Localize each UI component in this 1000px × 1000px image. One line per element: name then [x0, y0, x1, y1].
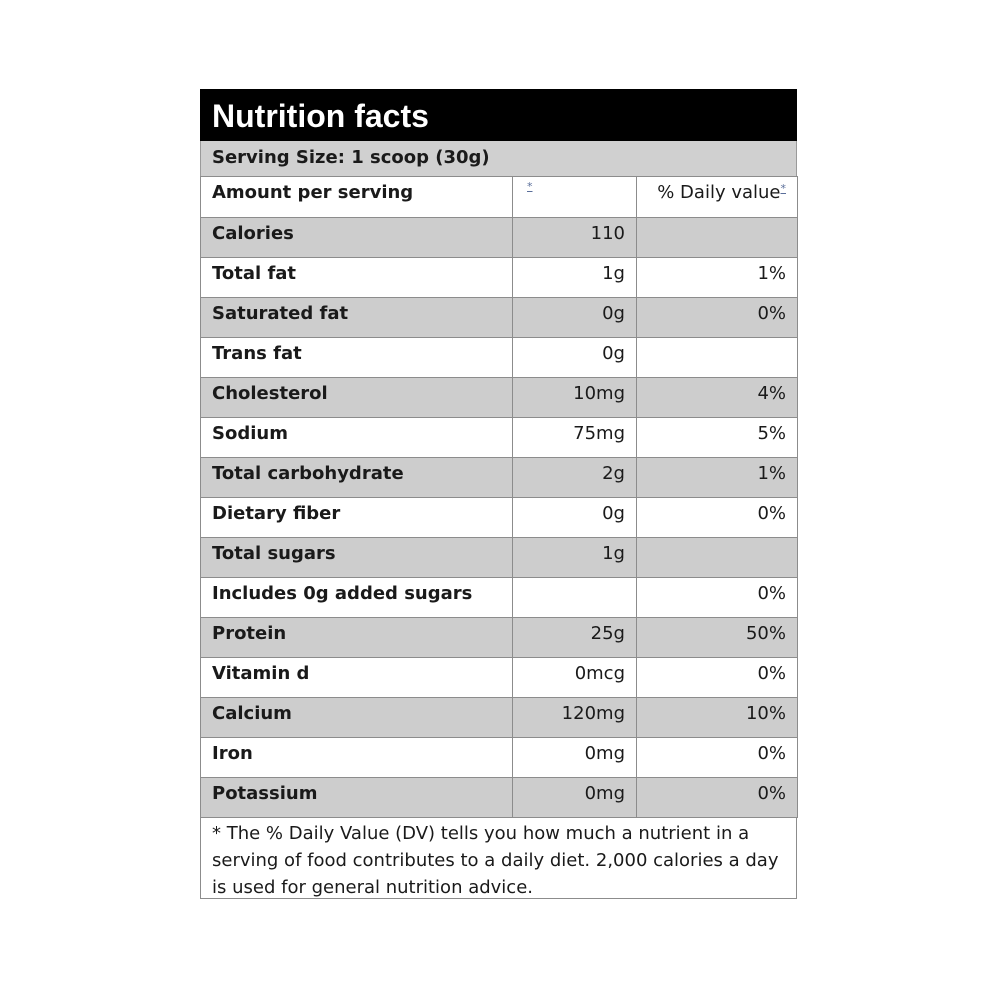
table-row — [201, 658, 798, 698]
nutrient-amount: 0mg — [513, 738, 637, 778]
nutrient-daily-value: 1% — [637, 458, 798, 498]
nutrient-name: Total fat — [201, 258, 513, 298]
nutrient-name: Total sugars — [201, 538, 513, 578]
nutrient-name: Iron — [201, 738, 513, 778]
table-row — [201, 538, 798, 578]
amount-per-serving-label: Amount per serving — [201, 177, 513, 218]
table-row — [201, 298, 798, 338]
nutrient-name: Total carbohydrate — [201, 458, 513, 498]
nutrient-amount: 0mg — [513, 778, 637, 818]
nutrient-name: Cholesterol — [201, 378, 513, 418]
table-row — [201, 698, 798, 738]
nutrient-amount: 1g — [513, 258, 637, 298]
nutrient-name: Trans fat — [201, 338, 513, 378]
daily-value-label: % Daily value — [657, 182, 781, 203]
amount-header-cell — [513, 177, 637, 218]
nutrient-daily-value: 5% — [637, 418, 798, 458]
nutrition-table — [200, 176, 798, 818]
nutrient-name: Dietary fiber — [201, 498, 513, 538]
amount-footnote-marker: * — [527, 180, 533, 193]
table-row — [201, 378, 798, 418]
nutrient-amount: 0mcg — [513, 658, 637, 698]
nutrient-name: Potassium — [201, 778, 513, 818]
nutrient-daily-value: 0% — [637, 738, 798, 778]
nutrient-name: Saturated fat — [201, 298, 513, 338]
nutrient-amount: 1g — [513, 538, 637, 578]
nutrient-amount: 75mg — [513, 418, 637, 458]
table-row — [201, 498, 798, 538]
nutrient-daily-value: 50% — [637, 618, 798, 658]
table-row — [201, 218, 798, 258]
nutrient-daily-value: 0% — [637, 578, 798, 618]
nutrient-name: Calories — [201, 218, 513, 258]
nutrient-daily-value — [637, 338, 798, 378]
table-row — [201, 578, 798, 618]
nutrient-name: Protein — [201, 618, 513, 658]
nutrient-daily-value: 10% — [637, 698, 798, 738]
nutrient-name: Includes 0g added sugars — [201, 578, 513, 618]
table-row — [201, 418, 798, 458]
nutrient-daily-value — [637, 218, 798, 258]
nutrient-daily-value — [637, 538, 798, 578]
daily-value-footnote-marker: * — [780, 182, 786, 195]
table-row — [201, 258, 798, 298]
nutrient-amount: 25g — [513, 618, 637, 658]
nutrient-name: Vitamin d — [201, 658, 513, 698]
nutrient-amount: 2g — [513, 458, 637, 498]
nutrient-amount: 110 — [513, 218, 637, 258]
nutrient-daily-value: 0% — [637, 498, 798, 538]
nutrient-amount: 120mg — [513, 698, 637, 738]
table-row — [201, 738, 798, 778]
nutrient-daily-value: 0% — [637, 658, 798, 698]
daily-value-header-cell — [637, 177, 798, 218]
nutrient-amount — [513, 578, 637, 618]
table-row — [201, 618, 798, 658]
nutrient-daily-value: 1% — [637, 258, 798, 298]
table-header-row — [201, 177, 798, 218]
nutrition-facts-panel — [200, 89, 797, 899]
nutrient-amount: 10mg — [513, 378, 637, 418]
table-row — [201, 338, 798, 378]
nutrient-daily-value: 4% — [637, 378, 798, 418]
table-row — [201, 458, 798, 498]
nutrient-amount: 0g — [513, 498, 637, 538]
nutrient-daily-value: 0% — [637, 298, 798, 338]
nutrition-title: Nutrition facts — [200, 89, 797, 141]
table-row — [201, 778, 798, 818]
serving-size: Serving Size: 1 scoop (30g) — [200, 141, 797, 176]
nutrient-name: Calcium — [201, 698, 513, 738]
nutrient-daily-value: 0% — [637, 778, 798, 818]
nutrient-name: Sodium — [201, 418, 513, 458]
daily-value-footnote: * The % Daily Value (DV) tells you how much a nutrient in a serving of food contributes to a daily diet. 2,000 calories a day is used for general nutrition advice. — [200, 818, 797, 899]
nutrient-amount: 0g — [513, 298, 637, 338]
nutrient-amount: 0g — [513, 338, 637, 378]
